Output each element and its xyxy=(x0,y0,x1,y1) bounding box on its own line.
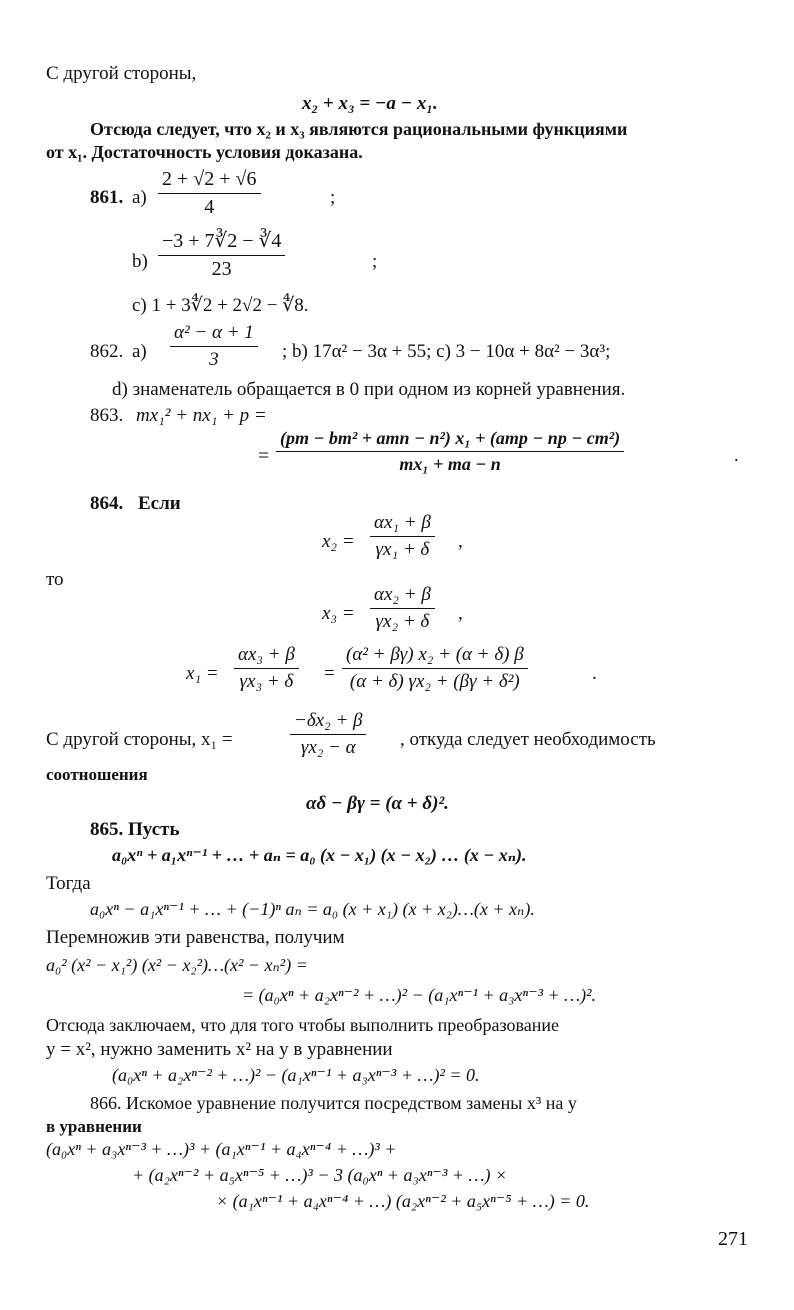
equation-lhs: x₁ = xyxy=(186,663,219,684)
problem-number: 862. xyxy=(90,341,124,362)
problem-number: 861. xyxy=(90,187,124,208)
text-line: , откуда следует необходимость xyxy=(400,729,656,750)
problem-number: 863. xyxy=(90,405,124,426)
equation: + (a₂xⁿ⁻² + a₅xⁿ⁻⁵ + …)³ − 3 (a₀xⁿ + a₃xⁿ⁻³ + …) × xyxy=(132,1165,508,1185)
problem-number: 864. xyxy=(90,493,124,514)
text-line: соотношения xyxy=(46,765,148,784)
punctuation: ; xyxy=(372,251,378,272)
numerator: (pm − bm² + amn − n²) x₁ + (amp − np − cm²) xyxy=(276,428,624,452)
text-line: С другой стороны, x₁ = xyxy=(46,729,233,750)
equation: a₀xⁿ − a₁xⁿ⁻¹ + … + (−1)ⁿ aₙ = a₀ (x + x₁) (x + x₂)…(x + xₙ). xyxy=(90,899,535,919)
numerator: α² − α + 1 xyxy=(170,322,258,347)
text-line: Отсюда следует, что x₂ и x₃ являются рациональными функциями xyxy=(90,119,628,139)
fraction xyxy=(342,644,528,693)
item-tag: b) xyxy=(132,251,148,272)
denominator: 23 xyxy=(211,258,232,280)
denominator: 3 xyxy=(209,349,219,370)
equation: a₀xⁿ + a₁xⁿ⁻¹ + … + aₙ = a₀ (x − x₁) (x − x₂) … (x − xₙ). xyxy=(112,845,527,865)
equation: ; b) 17α² − 3α + 55; c) 3 − 10α + 8α² − 3α³; xyxy=(282,341,611,362)
equals-sign: = xyxy=(258,445,270,467)
punctuation: . xyxy=(734,445,739,466)
equation: a₀² (x² − x₁²) (x² − x₂²)…(x² − xₙ²) = xyxy=(46,955,308,975)
punctuation: ; xyxy=(330,187,336,208)
numerator: αx₁ + β xyxy=(370,512,435,537)
denominator: γx₁ + δ xyxy=(375,539,430,560)
text-line: в уравнении xyxy=(46,1117,142,1136)
text-line: 866. Искомое уравнение получится посредством замены x³ на y xyxy=(90,1093,577,1113)
text-line: Перемножив эти равенства, получим xyxy=(46,927,345,948)
text-line: d) знаменатель обращается в 0 при одном из корней уравнения. xyxy=(112,379,626,400)
numerator: −δx₂ + β xyxy=(290,710,366,735)
fraction xyxy=(370,512,435,561)
equation: = (a₀xⁿ + a₂xⁿ⁻² + …)² − (a₁xⁿ⁻¹ + a₃xⁿ⁻³ + …)². xyxy=(242,985,597,1005)
equation: c) 1 + 3∜2 + 2√2 − ∜8. xyxy=(132,295,309,316)
denominator: 4 xyxy=(204,196,215,218)
equation: (a₀xⁿ + a₃xⁿ⁻³ + …)³ + (a₁xⁿ⁻¹ + a₄xⁿ⁻⁴ + …)³ + xyxy=(46,1139,397,1159)
equation: × (a₁xⁿ⁻¹ + a₄xⁿ⁻⁴ + …) (a₂xⁿ⁻² + a₅xⁿ⁻⁵ + …) = 0. xyxy=(216,1191,590,1211)
text-line: y = x², нужно заменить x² на y в уравнении xyxy=(46,1039,393,1060)
punctuation: , xyxy=(458,531,463,552)
equation: αδ − βγ = (α + δ)². xyxy=(306,793,449,814)
page-number: 271 xyxy=(718,1228,748,1250)
equation: x₂ + x₃ = −a − x₁. xyxy=(302,93,438,114)
fraction xyxy=(370,584,435,633)
fraction xyxy=(290,710,366,759)
text-line: С другой стороны, xyxy=(46,63,197,84)
text-line: Если xyxy=(138,493,181,514)
fraction xyxy=(158,228,285,281)
numerator: αx₃ + β xyxy=(234,644,299,669)
item-tag: a) xyxy=(132,187,147,208)
text-line: Отсюда заключаем, что для того чтобы выполнить преобразование xyxy=(46,1015,559,1035)
numerator: −3 + 7∛2 − ∛4 xyxy=(158,228,285,256)
text-line: от x₁. Достаточность условия доказана. xyxy=(46,142,363,162)
fraction xyxy=(170,322,258,371)
text-line: Тогда xyxy=(46,873,91,894)
equation-lhs: x₂ = xyxy=(322,531,355,552)
problem-heading: 865. Пусть xyxy=(90,819,180,840)
item-tag: a) xyxy=(132,341,147,362)
denominator: γx₂ + δ xyxy=(375,611,430,632)
equation-lhs: x₃ = xyxy=(322,603,355,624)
fraction xyxy=(234,644,299,693)
punctuation: , xyxy=(458,603,463,624)
numerator: αx₂ + β xyxy=(370,584,435,609)
denominator: γx₃ + δ xyxy=(239,671,294,692)
punctuation: . xyxy=(592,663,597,684)
numerator: (α² + βγ) x₂ + (α + δ) β xyxy=(342,644,528,669)
denominator: γx₂ − α xyxy=(300,737,356,758)
text-line: то xyxy=(46,569,64,590)
equals-sign: = xyxy=(324,663,335,684)
equation: (a₀xⁿ + a₂xⁿ⁻² + …)² − (a₁xⁿ⁻¹ + a₃xⁿ⁻³ + …)² = 0. xyxy=(112,1065,480,1085)
fraction xyxy=(158,168,261,219)
fraction xyxy=(276,428,624,475)
numerator: 2 + √2 + √6 xyxy=(158,168,261,194)
equation: mx₁² + nx₁ + p = xyxy=(136,405,267,426)
denominator: mx₁ + ma − n xyxy=(399,454,501,474)
denominator: (α + δ) γx₂ + (βγ + δ²) xyxy=(349,671,520,692)
